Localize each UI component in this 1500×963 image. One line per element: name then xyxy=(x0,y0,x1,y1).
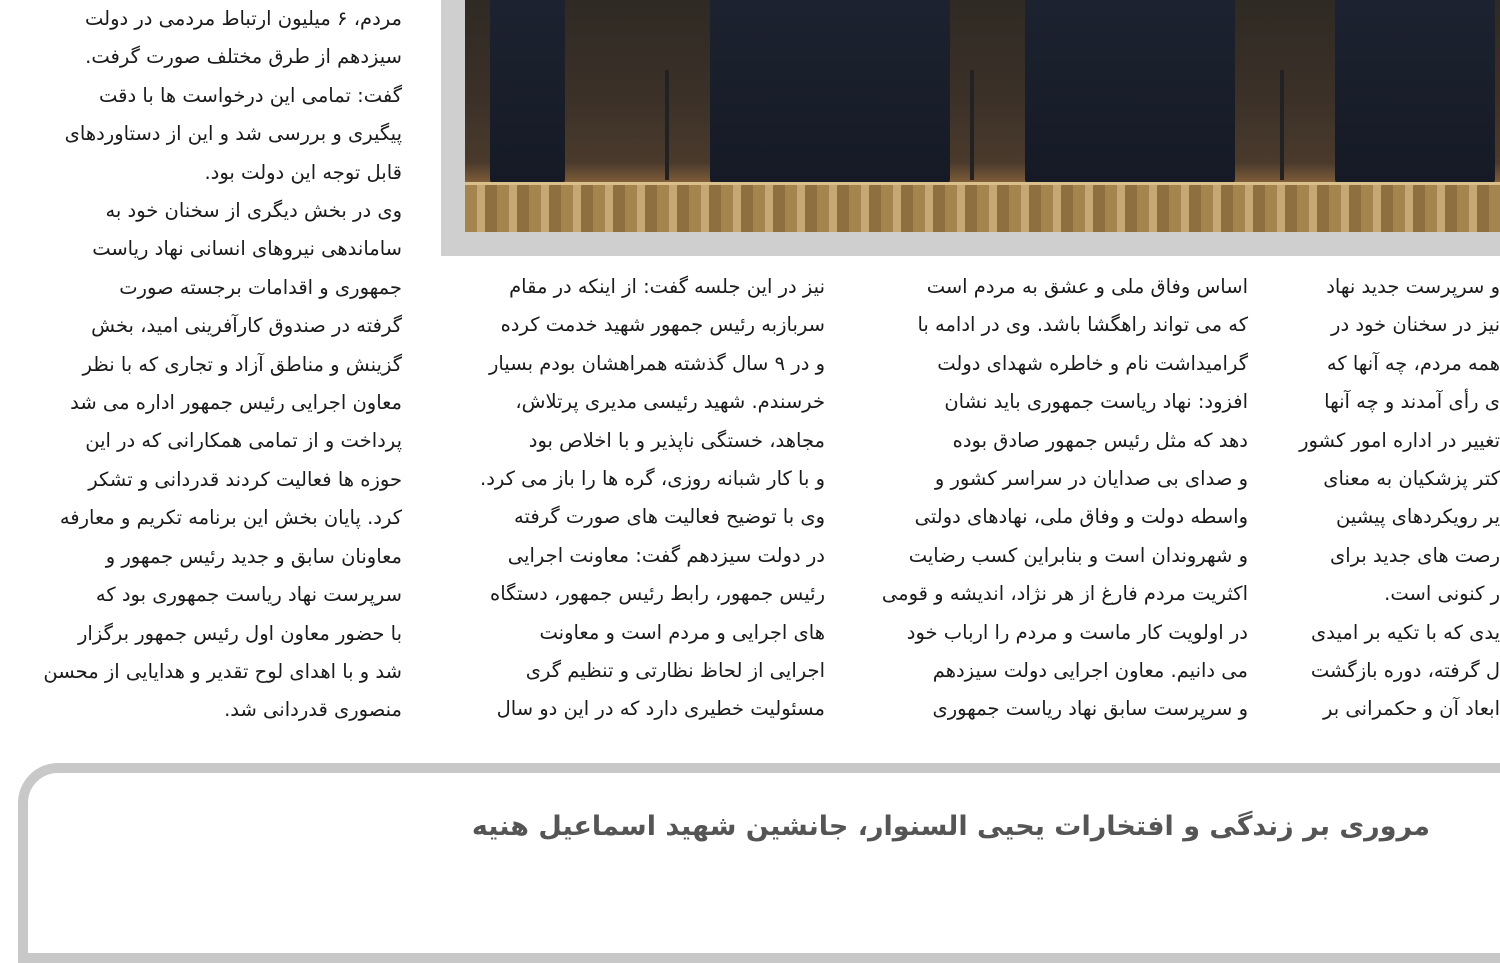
text-line: یر رویکردهای پیشین xyxy=(1336,505,1500,529)
news-photo xyxy=(465,0,1500,232)
text-line: گزینش و مناطق آزاد و تجاری که با نظر xyxy=(82,352,402,376)
text-line: سربازبه رئیس جمهور شهید خدمت کرده xyxy=(500,313,825,337)
text-line: و شهروندان است و بنابراین کسب رضایت xyxy=(908,543,1248,567)
text-line: های اجرایی و مردم است و معاونت xyxy=(539,620,825,644)
text-line: وی در بخش دیگری از سخنان خود به xyxy=(105,199,402,223)
text-line: ی رأی آمدند و چه آنها xyxy=(1324,390,1500,414)
text-line: حوزه ها فعالیت کردند قدردانی و تشکر xyxy=(88,467,402,491)
text-line: سیزدهم از طرق مختلف صورت گرفت. xyxy=(85,45,402,69)
text-line: افزود: نهاد ریاست جمهوری باید نشان xyxy=(944,390,1248,414)
text-line: کتر پزشکیان به معنای xyxy=(1323,467,1500,491)
person-figure xyxy=(1025,0,1235,185)
text-line: معاونان سابق و جدید رئیس جمهور و xyxy=(105,544,402,568)
text-line: و با کار شبانه روزی، گره ها را باز می کرد. xyxy=(480,467,825,491)
text-line: گفت: تمامی این درخواست ها با دقت xyxy=(99,83,402,107)
text-line: گرامیداشت نام و خاطره شهدای دولت xyxy=(937,351,1248,375)
text-line: اکثریت مردم فارغ از هر نژاد، اندیشه و قومی xyxy=(881,582,1248,606)
text-line: با حضور معاون اول رئیس جمهور برگزار xyxy=(77,621,402,645)
text-line: رئیس جمهور، رابط رئیس جمهور، دستگاه xyxy=(490,582,825,606)
text-line: دهد که مثل رئیس جمهور صادق بوده xyxy=(952,428,1248,452)
text-line: در اولویت کار ماست و مردم را ارباب خود xyxy=(906,620,1248,644)
text-line: و صدای بی صدایان در سراسر کشور و xyxy=(934,467,1248,491)
text-line: تغییر در اداره امور کشور xyxy=(1299,428,1500,452)
text-line: جمهوری و اقدامات برجسته صورت xyxy=(119,275,402,299)
microphone xyxy=(665,70,669,180)
article-column-2 xyxy=(445,268,825,729)
next-article-kicker: مروری بر زندگی و افتخارات یحیی السنوار، جانشین شهید اسماعیل هنیه xyxy=(471,811,1430,842)
text-line: که می تواند راهگشا باشد. وی در ادامه با xyxy=(917,313,1248,337)
next-article-box xyxy=(18,763,1500,963)
text-line: همه مردم، چه آنها که xyxy=(1326,351,1500,375)
desk xyxy=(465,182,1500,232)
text-line: معاون اجرایی رئیس جمهور اداره می شد xyxy=(70,391,402,415)
text-line: ل گرفته، دوره بازگشت xyxy=(1310,659,1500,683)
text-line: ابعاد آن و حکمرانی بر xyxy=(1323,697,1500,721)
text-line: خرسندم. شهید رئیسی مدیری پرتلاش، xyxy=(515,390,825,414)
person-figure xyxy=(710,0,950,185)
text-line: رصت های جدید برای xyxy=(1329,543,1500,567)
microphone xyxy=(970,70,974,180)
microphone xyxy=(1280,70,1284,180)
person-figure xyxy=(490,0,565,185)
text-line: مجاهد، خستگی ناپذیر و با اخلاص بود xyxy=(528,428,825,452)
text-line: اساس وفاق ملی و عشق به مردم است xyxy=(926,275,1248,298)
article-column-4 xyxy=(1288,268,1500,729)
text-line: وی با توضیح فعالیت های صورت گرفته xyxy=(513,505,825,529)
text-line: ساماندهی نیروهای انسانی نهاد ریاست xyxy=(92,237,402,261)
text-line: نیز در سخنان خود در xyxy=(1331,313,1500,337)
text-line: یدی که با تکیه بر امیدی xyxy=(1311,620,1500,644)
text-line: شد و با اهدای لوح تقدیر و هدایایی از محسن xyxy=(43,659,402,683)
text-line: ر کنونی است. xyxy=(1384,582,1500,606)
text-line: و در ۹ سال گذشته همراهشان بودم بسیار xyxy=(488,351,825,375)
text-line: مسئولیت خطیری دارد که در این دو سال xyxy=(496,697,825,721)
person-figure xyxy=(1335,0,1495,185)
text-line: پرداخت و از تمامی همکارانی که در این xyxy=(85,429,402,453)
article-column-3 xyxy=(866,268,1248,729)
text-line: منصوری قدردانی شد. xyxy=(224,698,402,722)
text-line: کرد. پایان بخش این برنامه تکریم و معارفه xyxy=(59,506,402,530)
text-line: گرفته در صندوق کارآفرینی امید، بخش xyxy=(91,314,402,338)
text-line: پیگیری و بررسی شد و این از دستاوردهای xyxy=(64,122,402,146)
text-line: در دولت سیزدهم گفت: معاونت اجرایی xyxy=(507,543,825,567)
text-line: و سرپرست جدید نهاد xyxy=(1326,275,1500,298)
text-line: اجرایی از لحاظ نظارتی و تنظیم گری xyxy=(525,659,825,683)
text-line: واسطه دولت و وفاق ملی، نهادهای دولتی xyxy=(914,505,1248,529)
text-line: نیز در این جلسه گفت: از اینکه در مقام xyxy=(509,275,825,298)
text-line: می دانیم. معاون اجرایی دولت سیزدهم xyxy=(932,659,1248,683)
text-line: مردم، ۶ میلیون ارتباط مردمی در دولت xyxy=(84,7,402,30)
text-line: قابل توجه این دولت بود. xyxy=(204,160,402,184)
article-column-1 xyxy=(20,0,402,730)
text-line: سرپرست نهاد ریاست جمهوری بود که xyxy=(95,583,402,607)
text-line: و سرپرست سابق نهاد ریاست جمهوری xyxy=(932,697,1248,721)
